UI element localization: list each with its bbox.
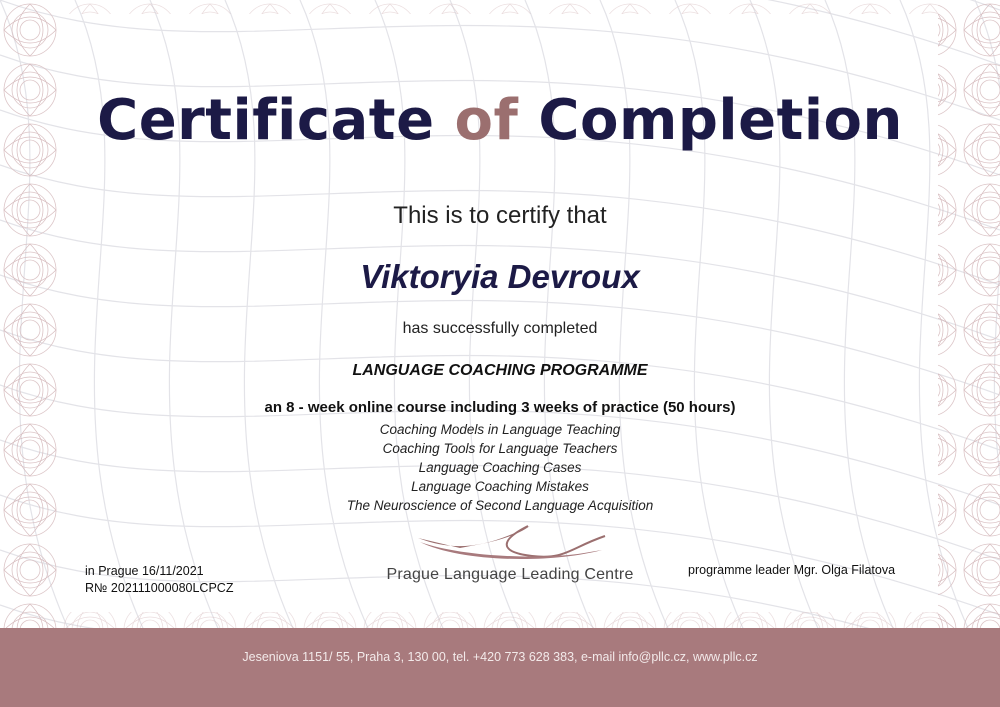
organization-name: Prague Language Leading Centre bbox=[386, 566, 634, 583]
issue-details bbox=[85, 563, 233, 597]
certify-line: This is to certify that bbox=[393, 202, 607, 229]
certificate-title bbox=[0, 88, 1000, 153]
course-description: an 8 - week online course including 3 weeks of practice (50 hours) bbox=[264, 399, 736, 416]
place-date: in Prague 16/11/2021 bbox=[85, 564, 204, 578]
module-list bbox=[0, 420, 1000, 515]
recipient-name: Viktoryia Devroux bbox=[360, 258, 640, 295]
registration-number: R№ 202111000080LCPCZ bbox=[85, 581, 234, 595]
module-item: Coaching Models in Language Teaching bbox=[379, 422, 621, 437]
footer-band bbox=[0, 628, 1000, 707]
completed-line: has successfully completed bbox=[402, 320, 598, 337]
title-part-certificate: Certificate bbox=[97, 88, 435, 153]
footer-contact: Jeseniova 1151/ 55, Praha 3, 130 00, tel. +420 773 628 383, e-mail info@pllc.cz, www.pllc.cz bbox=[242, 650, 758, 664]
module-item: Coaching Tools for Language Teachers bbox=[382, 441, 618, 456]
module-item: Language Coaching Mistakes bbox=[411, 479, 589, 494]
programme-leader: programme leader Mgr. Olga Filatova bbox=[688, 563, 896, 577]
module-item: The Neuroscience of Second Language Acquisition bbox=[346, 498, 654, 513]
title-part-completion: Completion bbox=[538, 88, 903, 153]
programme-name: LANGUAGE COACHING PROGRAMME bbox=[352, 362, 648, 379]
title-part-of: of bbox=[454, 88, 519, 153]
module-item: Language Coaching Cases bbox=[418, 460, 582, 475]
